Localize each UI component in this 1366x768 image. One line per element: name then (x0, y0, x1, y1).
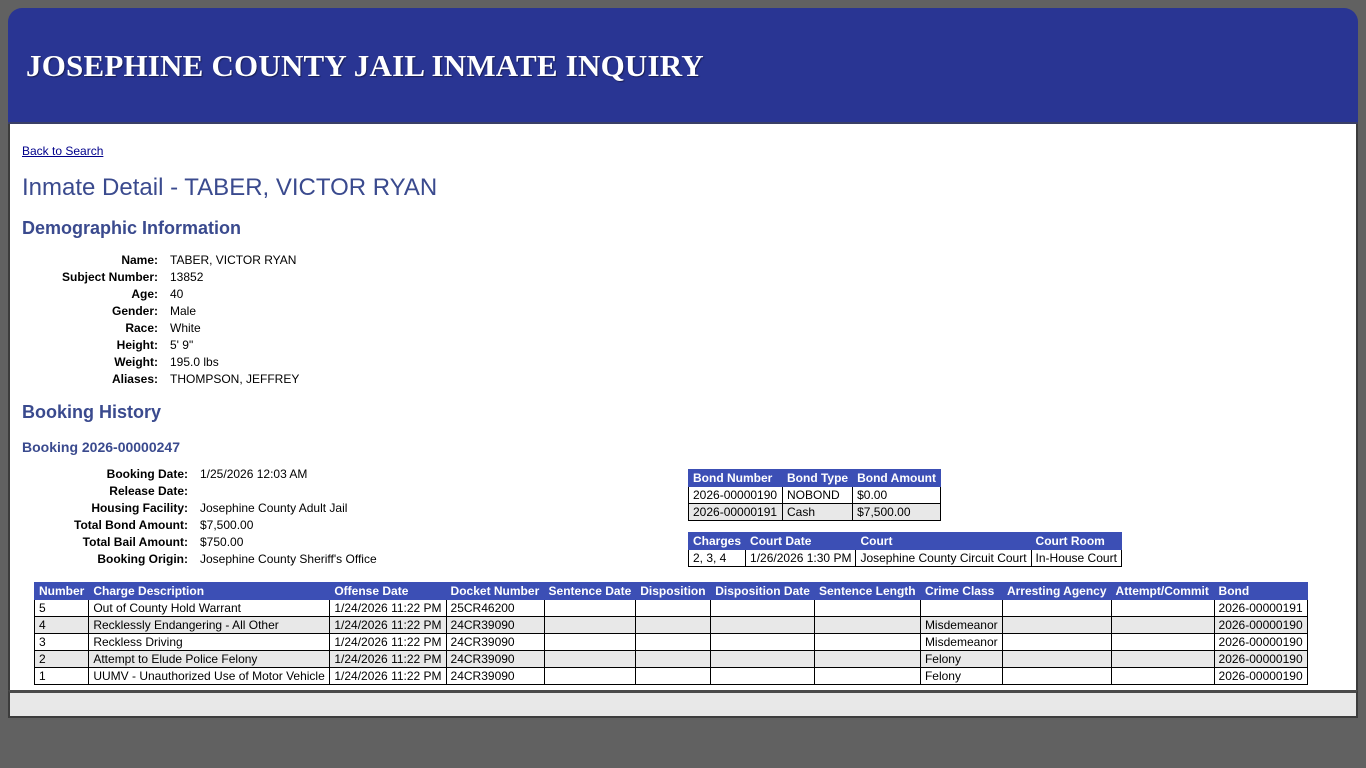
charge-row: 3 Reckless Driving 1/24/2026 11:22 PM 24CR39090 Misdemeanor 2026-00000190 (35, 634, 1308, 651)
site-title: JOSEPHINE COUNTY JAIL INMATE INQUIRY (26, 48, 704, 83)
bond-row: 2026-00000190 NOBOND $0.00 (689, 487, 941, 504)
content-area (8, 124, 1358, 690)
back-to-search-link[interactable]: Back to Search (22, 144, 104, 158)
field-height: Height: 5' 9" (116, 338, 194, 352)
field-housing-facility: Housing Facility: Josephine County Adult Jail (91, 501, 348, 515)
charge-row: 1 UUMV - Unauthorized Use of Motor Vehicle 1/24/2026 11:22 PM 24CR39090 Felony 2026-00000190 (35, 668, 1308, 685)
booking-heading: Booking 2026-00000247 (22, 439, 180, 455)
field-total-bond: Total Bond Amount: $7,500.00 (74, 518, 254, 532)
bond-table-header: Bond Number Bond Type Bond Amount (689, 470, 941, 487)
booking-history-heading: Booking History (22, 402, 162, 422)
field-booking-date: Booking Date: 1/25/2026 12:03 AM (106, 467, 308, 481)
field-name: Name: TABER, VICTOR RYAN (121, 253, 297, 267)
field-weight: Weight: 195.0 lbs (114, 355, 219, 369)
field-total-bail: Total Bail Amount: $750.00 (82, 535, 244, 549)
booking-details-table (22, 466, 377, 568)
court-table-header: Charges Court Date Court Court Room (689, 533, 1122, 550)
charges-table (34, 582, 1308, 685)
charge-row: 5 Out of County Hold Warrant 1/24/2026 11:22 PM 25CR46200 2026-00000191 (35, 600, 1308, 617)
court-row: 2, 3, 4 1/26/2026 1:30 PM Josephine County Circuit Court In-House Court (689, 550, 1122, 567)
field-race: Race: White (125, 321, 201, 335)
field-subject-number: Subject Number: 13852 (61, 270, 204, 284)
charge-row: 2 Attempt to Elude Police Felony 1/24/2026 11:22 PM 24CR39090 Felony 2026-00000190 (35, 651, 1308, 668)
demographic-table (22, 252, 299, 388)
bond-table (688, 469, 941, 521)
field-aliases: Aliases: THOMPSON, JEFFREY (111, 372, 300, 386)
field-release-date: Release Date: (109, 484, 188, 498)
demographic-heading: Demographic Information (22, 218, 242, 238)
page (8, 8, 1358, 718)
court-table (688, 532, 1122, 567)
footer-bar (8, 690, 1358, 718)
charges-table-header: Number Charge Description Offense Date Docket Number Sentence Date Disposition Disposition Date Sentence Length Crime Class Arresting Agency Attempt/Commit Bond (35, 583, 1308, 600)
header-banner (8, 8, 1358, 124)
field-booking-origin: Booking Origin: Josephine County Sheriff's Office (97, 552, 377, 566)
field-age: Age: 40 (131, 287, 184, 301)
bond-row: 2026-00000191 Cash $7,500.00 (689, 504, 941, 521)
field-gender: Gender: Male (111, 304, 197, 318)
page-title: Inmate Detail - TABER, VICTOR RYAN (22, 174, 438, 201)
charge-row: 4 Recklessly Endangering - All Other 1/24/2026 11:22 PM 24CR39090 Misdemeanor 2026-00000190 (35, 617, 1308, 634)
